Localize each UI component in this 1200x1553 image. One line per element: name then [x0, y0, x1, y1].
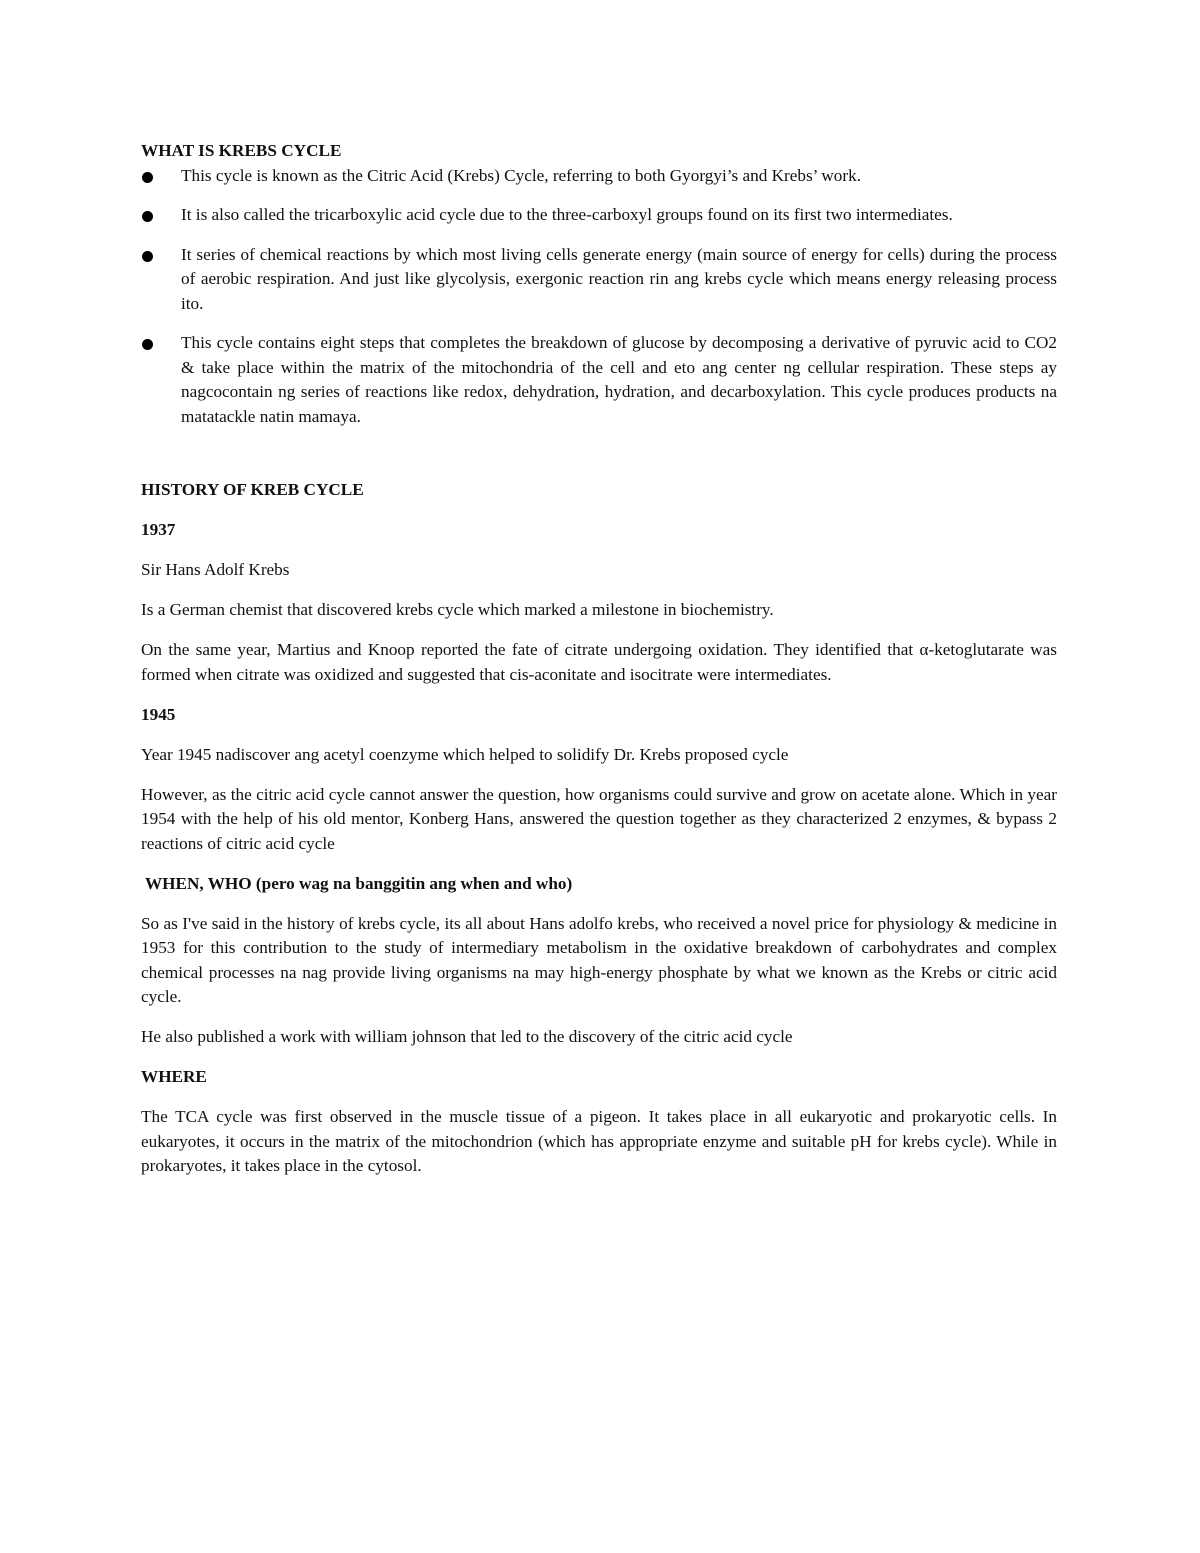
list-item-text: It series of chemical reactions by which most living cells generate energy (main source of energy for cells) during the process of aerobic respiration. And just like glycolysis, exergonic reaction rin ang krebs cycle which means energy releasing process ito. [181, 244, 1057, 313]
scientist-name: Sir Hans Adolf Krebs [141, 560, 290, 579]
history-paragraph-1: Is a German chemist that discovered krebs cycle which marked a milestone in biochemistry. [141, 600, 774, 619]
list-item [141, 203, 1057, 228]
history-paragraph-4: However, as the citric acid cycle cannot answer the question, how organisms could survive and grow on acetate alone. Which in year 1954 with the help of his old mentor, Konberg Hans, answered the question together as they characterized 2 enzymes, & bypass 2 reactions of citric acid cycle [141, 784, 1057, 853]
heading-when-who: WHEN, WHO (pero wag na banggitin ang when and who) [141, 873, 573, 893]
krebs-definition-list [141, 164, 1057, 430]
list-item-text: This cycle is known as the Citric Acid (Krebs) Cycle, referring to both Gyorgyi’s and Krebs’ work. [181, 165, 862, 185]
bullet-icon [142, 251, 153, 262]
heading-what-is-krebs-cycle: WHAT IS KREBS CYCLE [141, 141, 342, 160]
year-heading-1945: 1945 [141, 704, 176, 724]
history-paragraph-3: Year 1945 nadiscover ang acetyl coenzyme which helped to solidify Dr. Krebs proposed cycle [141, 744, 789, 764]
year-heading-1937: 1937 [141, 520, 176, 539]
list-item-text: It is also called the tricarboxylic acid cycle due to the three-carboxyl groups found on its first two intermediates. [181, 205, 953, 224]
where-paragraph: The TCA cycle was first observed in the muscle tissue of a pigeon. It takes place in all eukaryotic and prokaryotic cells. In eukaryotes, it occurs in the matrix of the mitochondrion (which has appropriate enzyme and suitable pH for krebs cycle). While in prokaryotes, it takes place in the cytosol. [141, 1107, 1057, 1175]
when-who-paragraph-2: He also published a work with william johnson that led to the discovery of the citric acid cycle [141, 1027, 793, 1046]
list-item [141, 243, 1057, 317]
bullet-icon [142, 172, 153, 183]
list-item-text: This cycle contains eight steps that completes the breakdown of glucose by decomposing a derivative of pyruvic acid to CO2 & take place within the matrix of the mitochondria of the cell and eto ang center ng cellular respiration. These steps ay nagcocontain ng series of reactions like redox, dehydration, hydration, and decarboxylation. This cycle produces products na matatackle natin mamaya. [181, 333, 1057, 426]
bullet-icon [142, 339, 153, 350]
bullet-icon [142, 211, 153, 222]
document-page [141, 139, 1057, 1179]
when-who-paragraph-1: So as I've said in the history of krebs cycle, its all about Hans adolfo krebs, who received a novel price for physiology & medicine in 1953 for this contribution to the study of intermediary metabolism in the oxidative breakdown of carbohydrates and complex chemical processes na nag provide living organisms na may high-energy phosphate by what we known as the Krebs or citric acid cycle. [141, 913, 1057, 1006]
list-item [141, 164, 1057, 189]
heading-where: WHERE [141, 1067, 207, 1086]
heading-history: HISTORY OF KREB CYCLE [141, 480, 364, 499]
list-item [141, 331, 1057, 429]
history-paragraph-2: On the same year, Martius and Knoop reported the fate of citrate undergoing oxidation. They identified that α-ketoglutarate was formed when citrate was oxidized and suggested that cis-aconitate and isocitrate were intermediates. [141, 640, 1057, 684]
